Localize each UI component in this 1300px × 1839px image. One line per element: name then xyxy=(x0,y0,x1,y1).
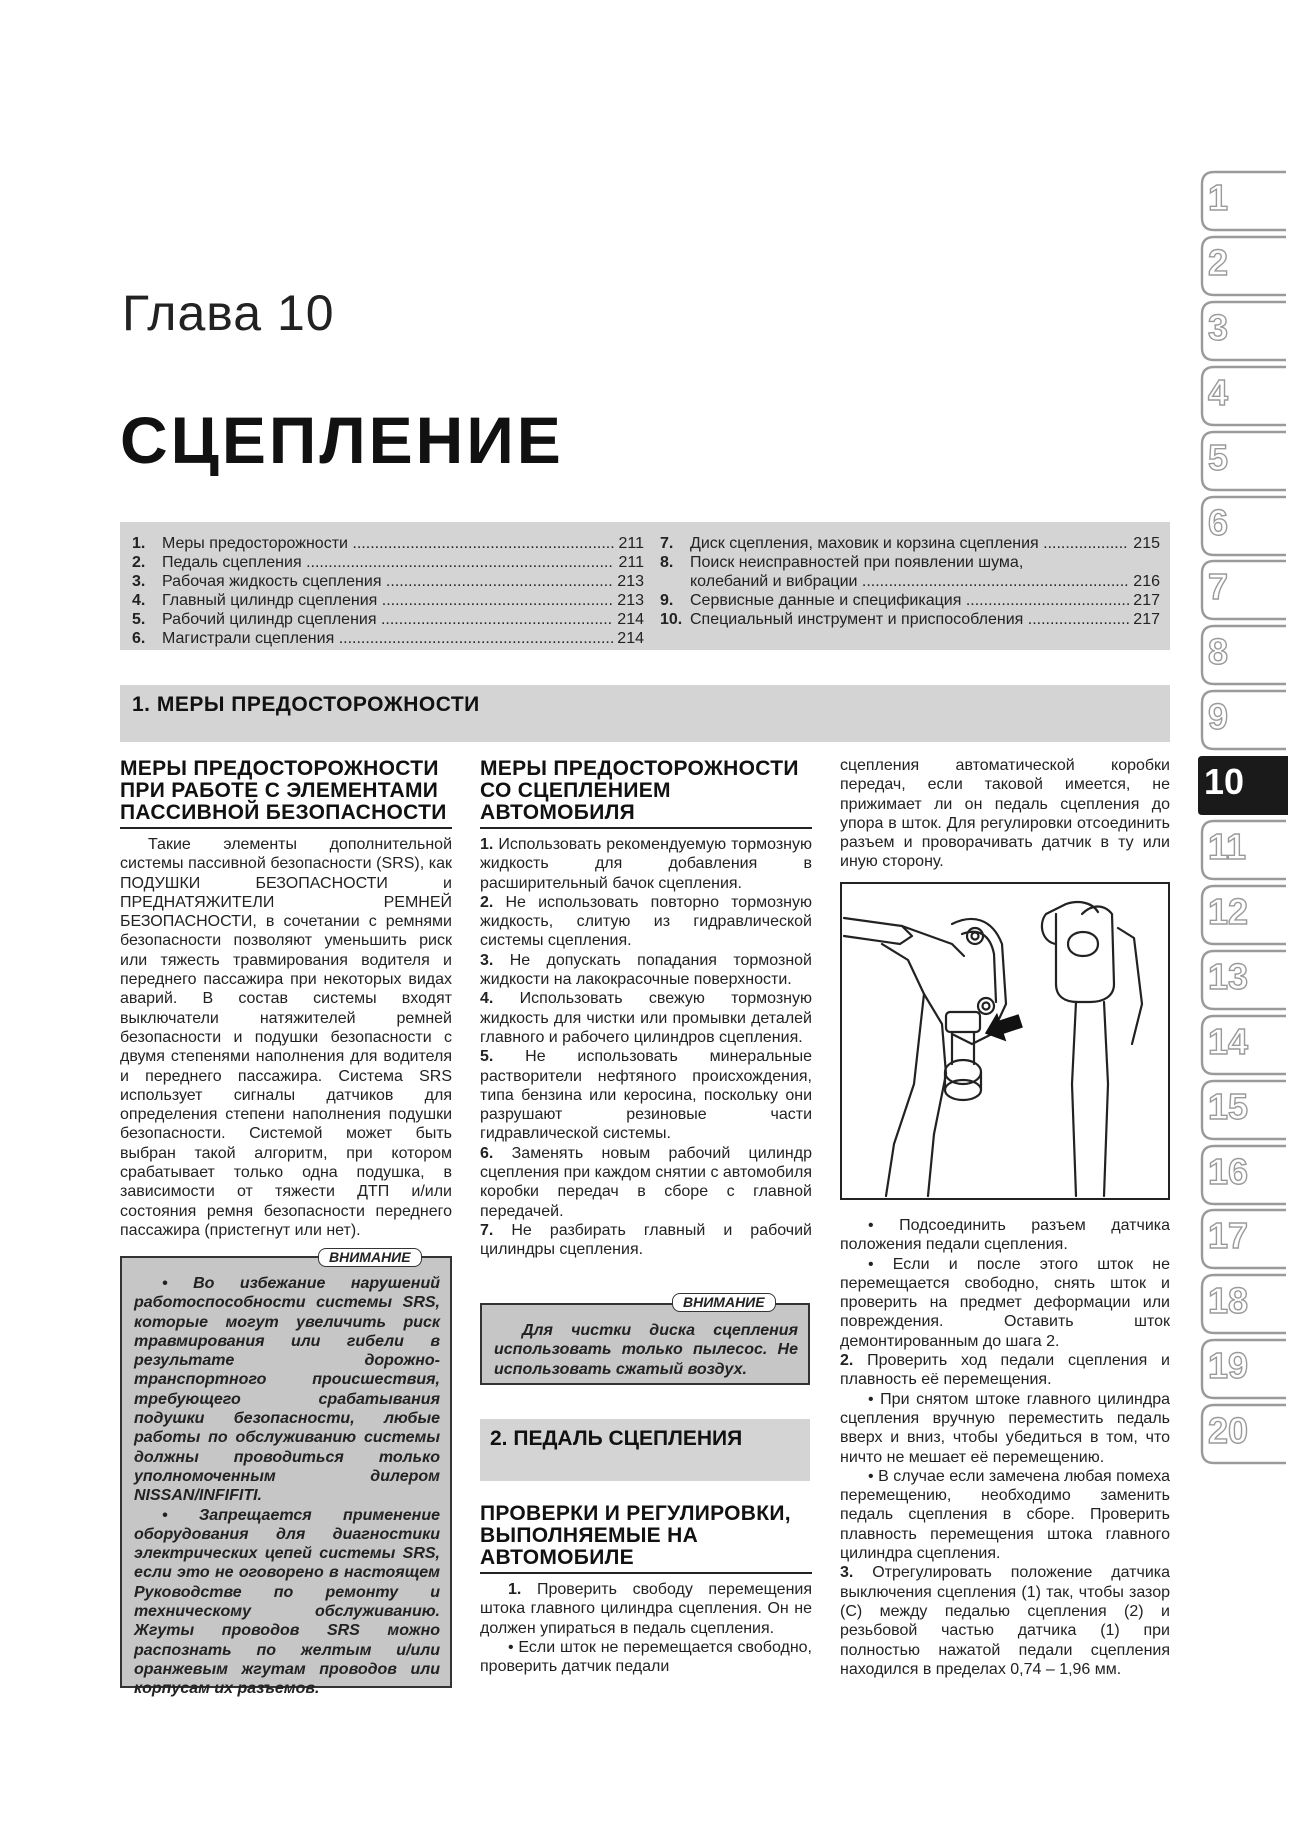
toc-item xyxy=(660,553,1160,572)
precaution-item xyxy=(480,1221,812,1260)
item-text: Не разбирать главный и рабочий цилиндры сцепления. xyxy=(480,1221,812,1259)
toc-number: 4. xyxy=(132,592,146,609)
precaution-item xyxy=(480,1047,812,1143)
warning-box-cleaning xyxy=(480,1294,810,1385)
toc-page: 215 xyxy=(1133,535,1160,552)
item-text: Заменять новым рабочий цилиндр сцепления при каждом снятии с автомобиля коробки передач в сборе с главной передачей. xyxy=(480,1144,812,1220)
toc-number: 2. xyxy=(132,554,146,571)
tab-number: 14 xyxy=(1208,1020,1249,1062)
step-number: 3. xyxy=(840,1564,854,1582)
toc-text: Диск сцепления, маховик и корзина сцепления ..... xyxy=(690,534,1129,553)
chapter-tab-11[interactable] xyxy=(1196,817,1288,884)
column-2-lower xyxy=(480,1503,812,1676)
item-text: Использовать рекомендуемую тормозную жидкость для добавления в расширительный бачок сцепления. xyxy=(480,836,812,892)
column-1 xyxy=(120,758,452,1240)
table-of-contents xyxy=(120,522,1170,650)
tab-number: 6 xyxy=(1208,501,1229,543)
toc-item xyxy=(660,610,1160,629)
step-number: 2. xyxy=(840,1352,854,1370)
toc-page: 214 xyxy=(617,611,644,628)
chapter-label: Глава 10 xyxy=(122,285,335,341)
section-1-title: 1. МЕРЫ ПРЕДОСТОРОЖНОСТИ xyxy=(132,693,480,716)
toc-number xyxy=(660,572,690,591)
col1-heading: МЕРЫ ПРЕДОСТОРОЖНОСТИ ПРИ РАБОТЕ С ЭЛЕМЕНТАМИ ПАССИВНОЙ БЕЗОПАСНОСТИ xyxy=(120,757,447,824)
chapter-tab-8[interactable] xyxy=(1196,622,1288,689)
warning-label: ВНИМАНИЕ xyxy=(672,1293,776,1312)
warning-box-srs xyxy=(120,1249,452,1698)
chapter-tab-12[interactable] xyxy=(1196,882,1288,949)
toc-text: Главный цилиндр сцепления ..... xyxy=(162,591,613,610)
toc-item xyxy=(132,553,644,572)
toc-number: 3. xyxy=(132,573,146,590)
precaution-item xyxy=(480,835,812,893)
item-number: 2. xyxy=(480,893,494,911)
toc-item xyxy=(132,572,644,591)
chapter-tab-4[interactable] xyxy=(1196,363,1288,430)
item-number: 5. xyxy=(480,1048,494,1066)
tab-number: 19 xyxy=(1208,1345,1249,1387)
col1-paragraph: Такие элементы дополнительной системы пассивной безопасности (SRS), как ПОДУШКИ БЕЗОПАСНОСТИ и ПРЕДНАТЯЖИТЕЛИ РЕМНЕЙ БЕЗОПАСНОСТИ, в сочетании с ремнями безопасности позволяют уменьшить риск или тяжесть травмирования водителя и переднего пассажира при некоторых видах аварий. В состав системы входят выключатели натяжителей ремней безопасности и подушки безопасности с двумя степенями наполнения для водителя и переднего пассажира. Система SRS использует сигналы датчиков для определения степени наполнения подушки безопасности. Системой может быть выбран такой алгоритм, при котором срабатывает только одна подушка, в зависимости от тяжести ДТП и/или состояния ремня безопасности переднего пассажира (пристегнут или нет). xyxy=(120,836,452,1239)
chapter-tab-14[interactable] xyxy=(1196,1012,1288,1079)
toc-item xyxy=(132,591,644,610)
toc-item xyxy=(660,534,1160,553)
toc-number: 10. xyxy=(660,611,683,628)
tab-number: 4 xyxy=(1208,371,1229,413)
chapter-tab-13[interactable] xyxy=(1196,947,1288,1014)
toc-text: Педаль сцепления ..... xyxy=(162,553,614,572)
toc-item xyxy=(132,610,644,629)
col2b-heading: ПРОВЕРКИ И РЕГУЛИРОВКИ, ВЫПОЛНЯЕМЫЕ НА АВТОМОБИЛЕ xyxy=(480,1502,791,1569)
toc-item xyxy=(132,534,644,553)
clutch-pedal-figure xyxy=(840,882,1170,1200)
item-number: 4. xyxy=(480,990,494,1008)
chapter-tab-7[interactable] xyxy=(1196,557,1288,624)
toc-text: Специальный инструмент и приспособления ..... xyxy=(690,610,1129,629)
warning-cleaning-text: Для чистки диска сцепления использовать только пылесос. Не использовать сжатый воздух. xyxy=(494,1322,798,1378)
tab-number: 7 xyxy=(1208,566,1229,608)
step-text: Проверить свободу перемещения штока главного цилиндра сцепления. Он не должен упираться в педаль сцепления. xyxy=(480,1581,813,1637)
toc-item xyxy=(660,591,1160,610)
toc-number: 8. xyxy=(660,554,674,571)
chapter-tab-6[interactable] xyxy=(1196,493,1288,560)
step-text: Проверить ход педали сцепления и плавность её перемещения. xyxy=(840,1352,1170,1389)
tab-number: 11 xyxy=(1208,826,1247,867)
clutch-pedal-illustration xyxy=(842,884,1168,1198)
chapter-tab-15[interactable] xyxy=(1196,1077,1288,1144)
tab-number: 17 xyxy=(1208,1215,1249,1257)
toc-left-column xyxy=(132,534,644,648)
toc-number: 6. xyxy=(132,630,146,647)
toc-item xyxy=(132,629,644,648)
chapter-tab-16[interactable] xyxy=(1196,1142,1288,1209)
heading-rule xyxy=(120,827,452,829)
item-number: 1. xyxy=(480,836,494,853)
chapter-tab-1[interactable] xyxy=(1196,168,1288,235)
tab-number: 20 xyxy=(1208,1410,1249,1452)
chapter-tab-20[interactable] xyxy=(1196,1401,1288,1468)
toc-number: 7. xyxy=(660,535,674,552)
tab-number: 3 xyxy=(1208,306,1229,348)
toc-text: Рабочий цилиндр сцепления ..... xyxy=(162,610,613,629)
step-number: 1. xyxy=(508,1581,522,1598)
bullet-text: • Если шток не перемещается свободно, проверить датчик педали xyxy=(480,1638,812,1676)
tab-number: 12 xyxy=(1208,890,1249,932)
tab-number: 1 xyxy=(1208,177,1229,218)
toc-number: 9. xyxy=(660,592,674,609)
toc-page xyxy=(1156,553,1160,572)
toc-number: 1. xyxy=(132,535,146,552)
item-text: Не использовать повторно тормозную жидкость, слитую из гидравлической системы сцепления. xyxy=(480,893,812,950)
toc-text: колебаний и вибрации ..... xyxy=(690,572,1129,591)
item-number: 6. xyxy=(480,1144,494,1162)
toc-text: Рабочая жидкость сцепления ..... xyxy=(162,572,613,591)
heading-rule xyxy=(480,1572,812,1574)
chapter-tab-9[interactable] xyxy=(1196,687,1288,754)
toc-page: 216 xyxy=(1133,573,1160,590)
precaution-item xyxy=(480,951,812,990)
tab-number: 2 xyxy=(1208,241,1229,283)
column-3 xyxy=(840,756,1170,872)
chapter-tab-2[interactable] xyxy=(1196,233,1288,300)
item-number: 3. xyxy=(480,951,494,969)
chapter-tab-5[interactable] xyxy=(1196,428,1288,495)
toc-item xyxy=(660,572,1160,591)
chapter-tab-3[interactable] xyxy=(1196,298,1288,365)
toc-text: Меры предосторожности ..... xyxy=(162,534,614,553)
toc-page: 211 xyxy=(618,554,644,571)
section-2-title: 2. ПЕДАЛЬ СЦЕПЛЕНИЯ xyxy=(490,1427,743,1450)
toc-page: 211 xyxy=(618,535,644,552)
chapter-tab-19[interactable] xyxy=(1196,1336,1288,1403)
warning-srs-p1: • Во избежание нарушений работоспособности системы SRS, которые могут увеличить риск травмирования или гибели в результате дорожно-транспортного происшествия, требующего срабатывания подушки безопасности, любые работы по обслуживанию системы должны проводиться только уполномоченным дилером NISSAN/INFIFITI. xyxy=(134,1275,440,1505)
toc-page: 217 xyxy=(1133,611,1160,628)
precaution-item xyxy=(480,1144,812,1221)
toc-text: Поиск неисправностей при появлении шума, xyxy=(690,554,1024,571)
tab-number: 10 xyxy=(1204,761,1245,803)
warning-label: ВНИМАНИЕ xyxy=(318,1248,422,1267)
tab-number: 18 xyxy=(1208,1280,1249,1322)
warning-srs-p2: • Запрещается применение оборудования для диагностики электрических цепей системы SRS, если это не оговорено в настоящем Руководстве по ремонту и техническому обслуживанию. Жгуты проводов SRS можно распознать по желтым и/или оранжевым жгутам проводов или корпусам их разъемов. xyxy=(134,1506,440,1698)
toc-right-column xyxy=(660,534,1160,629)
toc-page: 213 xyxy=(617,592,644,609)
column-3-lower xyxy=(840,1216,1170,1679)
toc-text: Сервисные данные и спецификация ..... xyxy=(690,591,1129,610)
bullet-text: • При снятом штоке главного цилиндра сцепления вручную переместить педаль вверх и вниз, чтобы убедиться в том, что ничто не мешает её перемещению. xyxy=(840,1390,1170,1466)
tab-number: 5 xyxy=(1208,436,1229,478)
col2-heading: МЕРЫ ПРЕДОСТОРОЖНОСТИ СО СЦЕПЛЕНИЕМ АВТОМОБИЛЯ xyxy=(480,757,799,824)
item-text: Не использовать минеральные растворители нефтяного происхождения, типа бензина или керосина, поскольку они разрушают резиновые части гидравлической системы. xyxy=(480,1048,812,1143)
bullet-text: • Если и после этого шток не перемещается свободно, снять шток и проверить на предмет деформации или повреждения. Оставить шток демонтированным до шага 2. xyxy=(840,1255,1170,1350)
toc-page: 213 xyxy=(617,573,644,590)
column-2 xyxy=(480,758,812,1260)
bullet-text: • Подсоединить разъем датчика положения педали сцепления. xyxy=(840,1217,1170,1254)
toc-page: 214 xyxy=(617,630,644,647)
toc-text: Магистрали сцепления ..... xyxy=(162,629,613,648)
item-text: Использовать свежую тормозную жидкость для чистки или промывки деталей главного и рабочего цилиндров сцепления. xyxy=(480,990,812,1046)
step-text: Отрегулировать положение датчика выключения сцепления (1) так, чтобы зазор (C) между педалью сцепления (2) и резьбовой частью датчика (1) при полностью нажатой педали сцепления находился в пределах 0,74 – 1,96 мм. xyxy=(840,1564,1171,1678)
col3-continuation: сцепления автоматической коробки передач, если таковой имеется, не прижимает ли он педаль сцепления до упора в шток. Для регулировки отсоединить разъем и проворачивать датчик в ту или иную сторону. xyxy=(840,757,1170,871)
heading-rule xyxy=(480,827,812,829)
tab-number: 8 xyxy=(1208,631,1229,673)
chapter-tab-10[interactable] xyxy=(1196,752,1288,819)
tab-number: 9 xyxy=(1208,696,1229,738)
chapter-title: СЦЕПЛЕНИЕ xyxy=(120,403,564,477)
bullet-text: • В случае если замечена любая помеха перемещению, необходимо заменить педаль сцепления в сборе. Проверить плавность перемещения штока главного цилиндра сцепления. xyxy=(840,1467,1170,1563)
toc-page: 217 xyxy=(1133,592,1160,609)
item-text: Не допускать попадания тормозной жидкости на лакокрасочные поверхности. xyxy=(480,951,812,989)
chapter-tab-17[interactable] xyxy=(1196,1206,1288,1273)
precaution-item xyxy=(480,989,812,1047)
tab-number: 16 xyxy=(1208,1150,1249,1192)
item-number: 7. xyxy=(480,1221,494,1239)
tab-number: 13 xyxy=(1208,955,1249,997)
precaution-item xyxy=(480,893,812,951)
chapter-tab-18[interactable] xyxy=(1196,1271,1288,1338)
tab-number: 15 xyxy=(1208,1085,1249,1127)
toc-number: 5. xyxy=(132,611,146,628)
